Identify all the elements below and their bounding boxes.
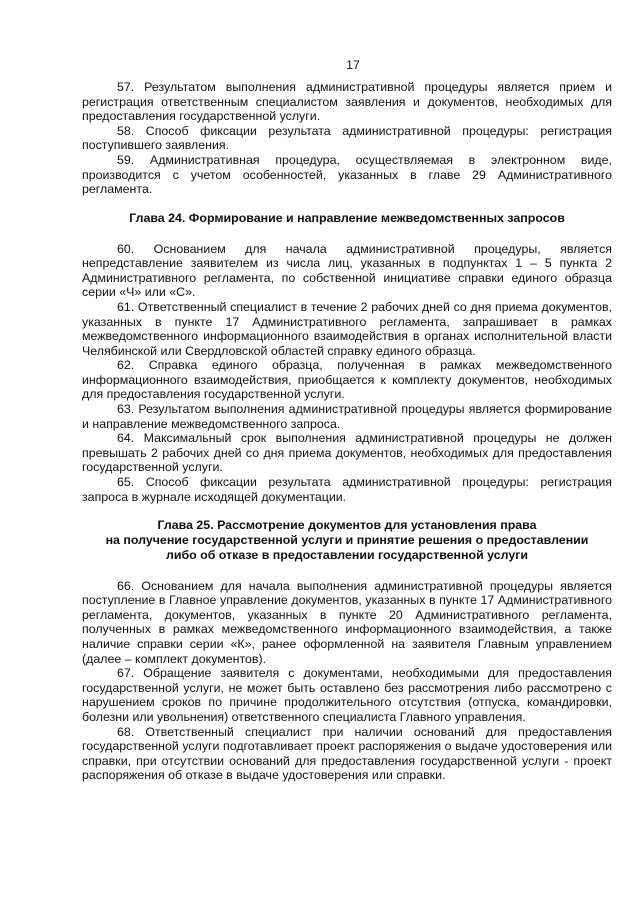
- spacer: [82, 226, 612, 242]
- spacer: [82, 504, 612, 518]
- paragraph-62: 62. Справка единого образца, полученная в рамках межведомственного информационного взаимодействия, приобщается к комплекту документов, необходимых для предоставления государственной услуги.: [82, 358, 612, 402]
- page-number: 17: [346, 58, 360, 72]
- chapter-25-heading: [82, 518, 612, 562]
- document-page: [82, 58, 612, 783]
- paragraph-63: 63. Результатом выполнения административной процедуры является формирование и направление межведомственного запроса.: [82, 402, 612, 431]
- chapter-25-heading-line-1: Глава 25. Рассмотрение документов для установления права: [157, 518, 537, 533]
- paragraph-66: 66. Основанием для начала выполнения административной процедуры является поступление в Главное управление документов, указанных в пункте 17 Административного регламента, документов, указанных в пункте 20 Административного регламента, полученных в рамках межведомственного информационного взаимодействия, а также наличие справки серии «К», ранее оформленной на заявителя Главным управлением (далее – комплект документов).: [82, 578, 612, 666]
- paragraph-61: 61. Ответственный специалист в течение 2 рабочих дней со дня приема документов, указанных в пункте 17 Административного регламента, запрашивает в рамках межведомственного информационного взаимодействия в органах исполнительной власти Челябинской или Свердловской областей справку единого образца.: [82, 299, 612, 358]
- spacer: [82, 197, 612, 211]
- spacer: [82, 563, 612, 579]
- paragraph-59: 59. Административная процедура, осуществляемая в электронном виде, производится с учетом особенностей, указанных в главе 29 Административного регламента.: [82, 152, 612, 197]
- paragraph-57: 57. Результатом выполнения административной процедуры является прием и регистрация ответственным специалистом заявления и документов, необходимых для предоставления государственной услуги.: [82, 80, 612, 124]
- paragraph-64: 64. Максимальный срок выполнения административной процедуры не должен превышать 2 рабочих дней со дня приема документов, необходимых для предоставления государственной услуги.: [82, 431, 612, 475]
- paragraph-58: 58. Способ фиксации результата административной процедуры: регистрация поступившего заявления.: [82, 123, 612, 153]
- paragraph-65: 65. Способ фиксации результата административной процедуры: регистрация запроса в журнале исходящей документации.: [82, 475, 612, 504]
- chapter-25-heading-line-3: либо об отказе в предоставлении государственной услуги: [165, 547, 528, 562]
- paragraph-60: 60. Основанием для начала административной процедуры, является непредставление заявителем из числа лиц, указанных в подпунктах 1 – 5 пункта 2 Административного регламента, по собственной инициативе справки единого образца серии «Ч» или «С».: [82, 241, 612, 300]
- paragraph-68: 68. Ответственный специалист при наличии оснований для предоставления государственной услуги подготавливает проект распоряжения о выдаче удостоверения или справки, при отсутствии оснований для предоставления государственной услуги - проект распоряжения об отказе в выдаче удостоверения или справки.: [82, 724, 612, 783]
- chapter-25-heading-line-2: на получение государственной услуги и принятие решения о предоставлении: [105, 533, 589, 548]
- chapter-24-heading: Глава 24. Формирование и направление межведомственных запросов: [129, 210, 565, 225]
- paragraph-67: 67. Обращение заявителя с документами, необходимыми для предоставления государственной услуги, не может быть оставлено без рассмотрения либо рассмотрено с нарушением сроков по причине продолжительного отсутствия (отпуска, командировки, болезни или увольнения) ответственного специалиста Главного управления.: [82, 666, 612, 724]
